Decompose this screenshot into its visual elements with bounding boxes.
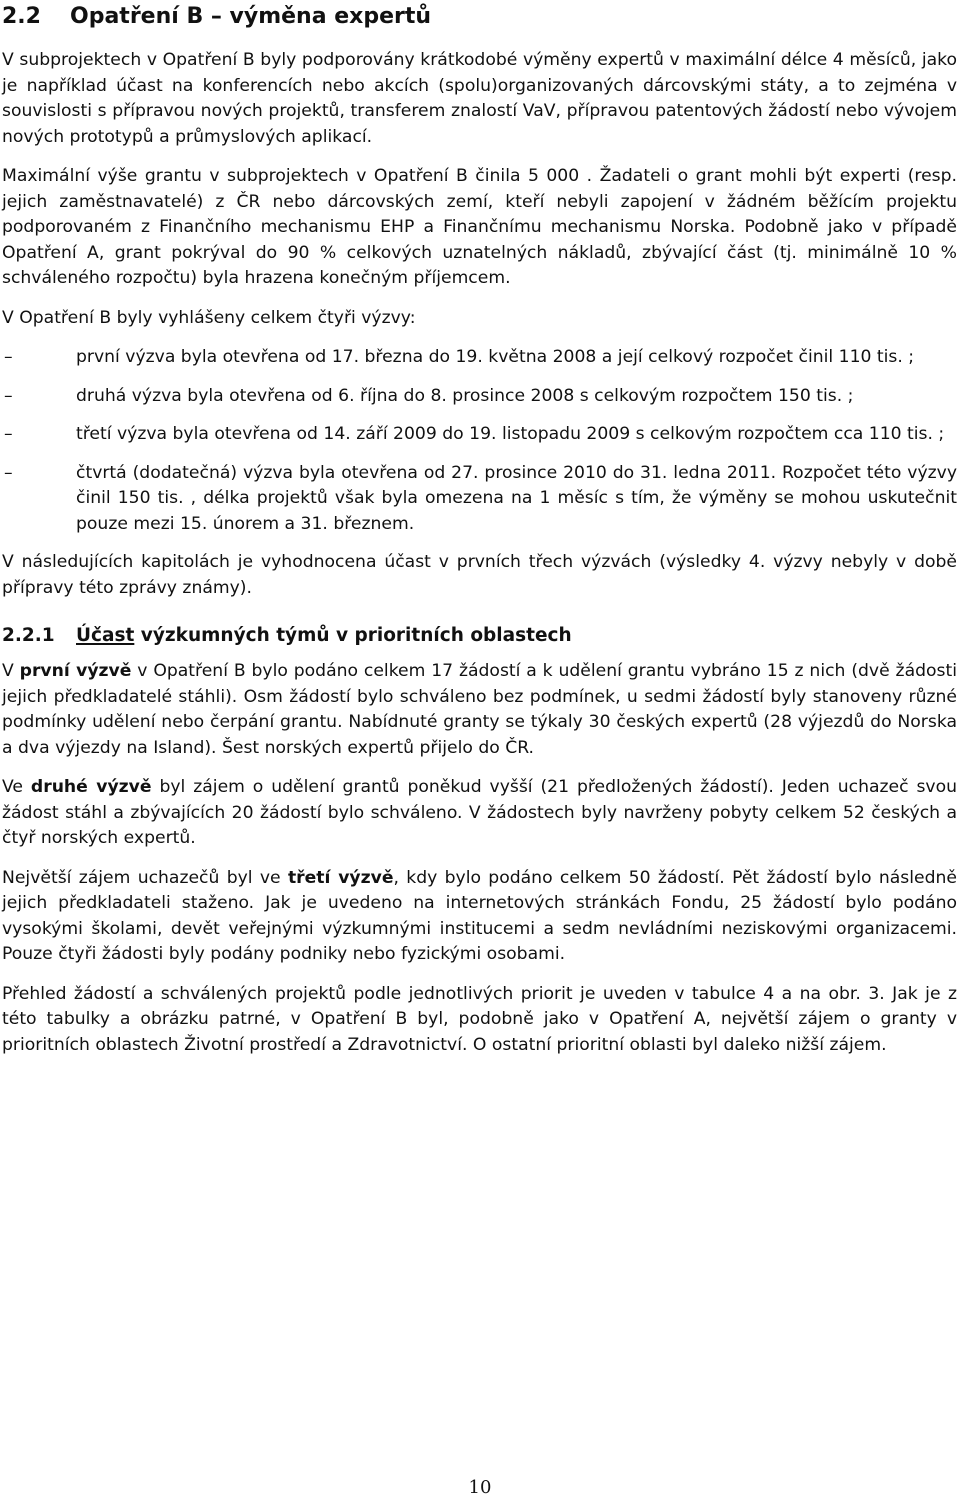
text-pre: Největší zájem uchazečů byl ve bbox=[2, 867, 288, 888]
text-bold: první výzvě bbox=[19, 661, 132, 681]
list-item bbox=[2, 461, 957, 538]
page-number: 10 bbox=[468, 1477, 492, 1498]
subsection-title-rest: výzkumných týmů v prioritních oblastech bbox=[134, 625, 572, 646]
list-item bbox=[2, 422, 957, 448]
text-post: , kdy bylo podáno celkem 50 žádostí. Pět žádostí bylo následně jejich předkladateli staženo. Jak je uvedeno na internetových stránkách Fondu, 25 žádostí bylo podáno vysokými školami, devět veřejnými výzkumnými institucemi a sedm nevládními neziskovými organizacemi. Pouze čtyři žádosti byly podány podniky nebo fyzickými osobami. bbox=[2, 867, 957, 964]
section-heading bbox=[2, 0, 957, 32]
text-bold: třetí výzvě bbox=[287, 867, 394, 888]
paragraph-overview: Přehled žádostí a schválených projektů podle jednotlivých priorit je uveden v tabulce 4 a na obr. 3. Jak je z této tabulky a obrázku patrné, v Opatření B byl, podobně jako v Opatření A, největší zájem o granty v prioritních oblastech Životní prostředí a Zdravotnictví. O ostatní prioritní oblasti byl daleko nižší zájem. bbox=[2, 983, 957, 1055]
text-bold: druhé výzvě bbox=[30, 777, 152, 797]
list-item-text: druhá výzva byla otevřena od 6. října do 8. prosince 2008 s celkovým rozpočtem 150 tis. ; bbox=[76, 385, 854, 406]
paragraph-closing: V následujících kapitolách je vyhodnocena účast v prvních třech výzvách (výsledky 4. výzvy nebyly v době přípravy této zprávy známy). bbox=[2, 552, 957, 598]
list-dash: – bbox=[4, 424, 13, 444]
section-number: 2.2 bbox=[2, 4, 41, 29]
paragraph-grant: Maximální výše grantu v subprojektech v Opatření B činila 5 000 . Žadateli o grant mohli být experti (resp. jejich zaměstnavatelé) z ČR nebo dárcovských zemí, kteří nebyli zapojení v žádném běžícím projektu podporovaném z Finančního mechanismu EHP a Finančnímu mechanismu Norska. Podobně jako v případě Opatření A, grant pokrýval do 90 % celkových uznatelných nákladů, zbývající část (tj. minimálně 10 % schváleného rozpočtu) byla hrazena konečným příjemcem. bbox=[2, 166, 957, 288]
page-content bbox=[2, 0, 957, 1072]
text-pre: V bbox=[2, 661, 20, 681]
section-title: Opatření B – výměna expertů bbox=[70, 4, 432, 29]
subsection-heading bbox=[2, 623, 957, 649]
list-dash: – bbox=[4, 385, 13, 406]
text-post: byl zájem o udělení grantů poněkud vyšší (21 předložených žádostí). Jeden uchazeč svou žádost stáhl a zbývajících 20 žádostí bylo schváleno. V žádostech byly navrženy pobyty celkem 52 českých a čtyř norských expertů. bbox=[2, 777, 957, 848]
text-post: v Opatření B bylo podáno celkem 17 žádostí a k udělení grantu vybráno 15 z nich (dvě žádosti jejich předkladatelé stáhli). Osm žádostí bylo schváleno bez podmínek, u sedmi žádostí byly stanoveny různé podmínky udělení nebo čerpání grantu. Nabídnuté granty se týkaly 30 českých expertů (28 výjezdů do Norska a dva výjezdy na Island). Šest norských expertů přijelo do ČR. bbox=[2, 661, 957, 758]
paragraph-intro: V subprojektech v Opatření B byly podporovány krátkodobé výměny expertů v maximální délce 4 měsíců, jako je například účast na konferencích nebo akcích (spolu)organizovaných dárcovskými státy, a to zejména v souvislosti s přípravou nových projektů, transferem znalostí VaV, přípravou patentových žádostí nebo vývojem nových prototypů a průmyslových aplikací. bbox=[2, 50, 957, 147]
subsection-title-underlined: Účast bbox=[76, 625, 135, 646]
list-item bbox=[2, 345, 957, 371]
paragraph-second-call bbox=[2, 775, 957, 852]
paragraph-first-call bbox=[2, 659, 957, 761]
list-item bbox=[2, 384, 957, 410]
list-item-text: první výzva byla otevřena od 17. března do 19. května 2008 a její celkový rozpočet činil 110 tis. ; bbox=[76, 347, 915, 367]
paragraph-third-call bbox=[2, 866, 957, 968]
calls-list bbox=[2, 345, 957, 537]
subsection-number: 2.2.1 bbox=[2, 625, 55, 646]
list-dash: – bbox=[4, 462, 13, 483]
list-item-text: čtvrtá (dodatečná) výzva byla otevřena od 27. prosince 2010 do 31. ledna 2011. Rozpočet této výzvy činil 150 tis. , délka projektů však byla omezena na 1 měsíc s tím, že výměny se mohou uskutečnit pouze mezi 15. únorem a 31. březnem. bbox=[76, 462, 957, 534]
paragraph-calls-intro: V Opatření B byly vyhlášeny celkem čtyři výzvy: bbox=[2, 307, 416, 328]
text-pre: Ve bbox=[2, 777, 31, 797]
list-dash: – bbox=[4, 347, 13, 367]
list-item-text: třetí výzva byla otevřena od 14. září 2009 do 19. listopadu 2009 s celkovým rozpočtem cca 110 tis. ; bbox=[76, 424, 945, 444]
